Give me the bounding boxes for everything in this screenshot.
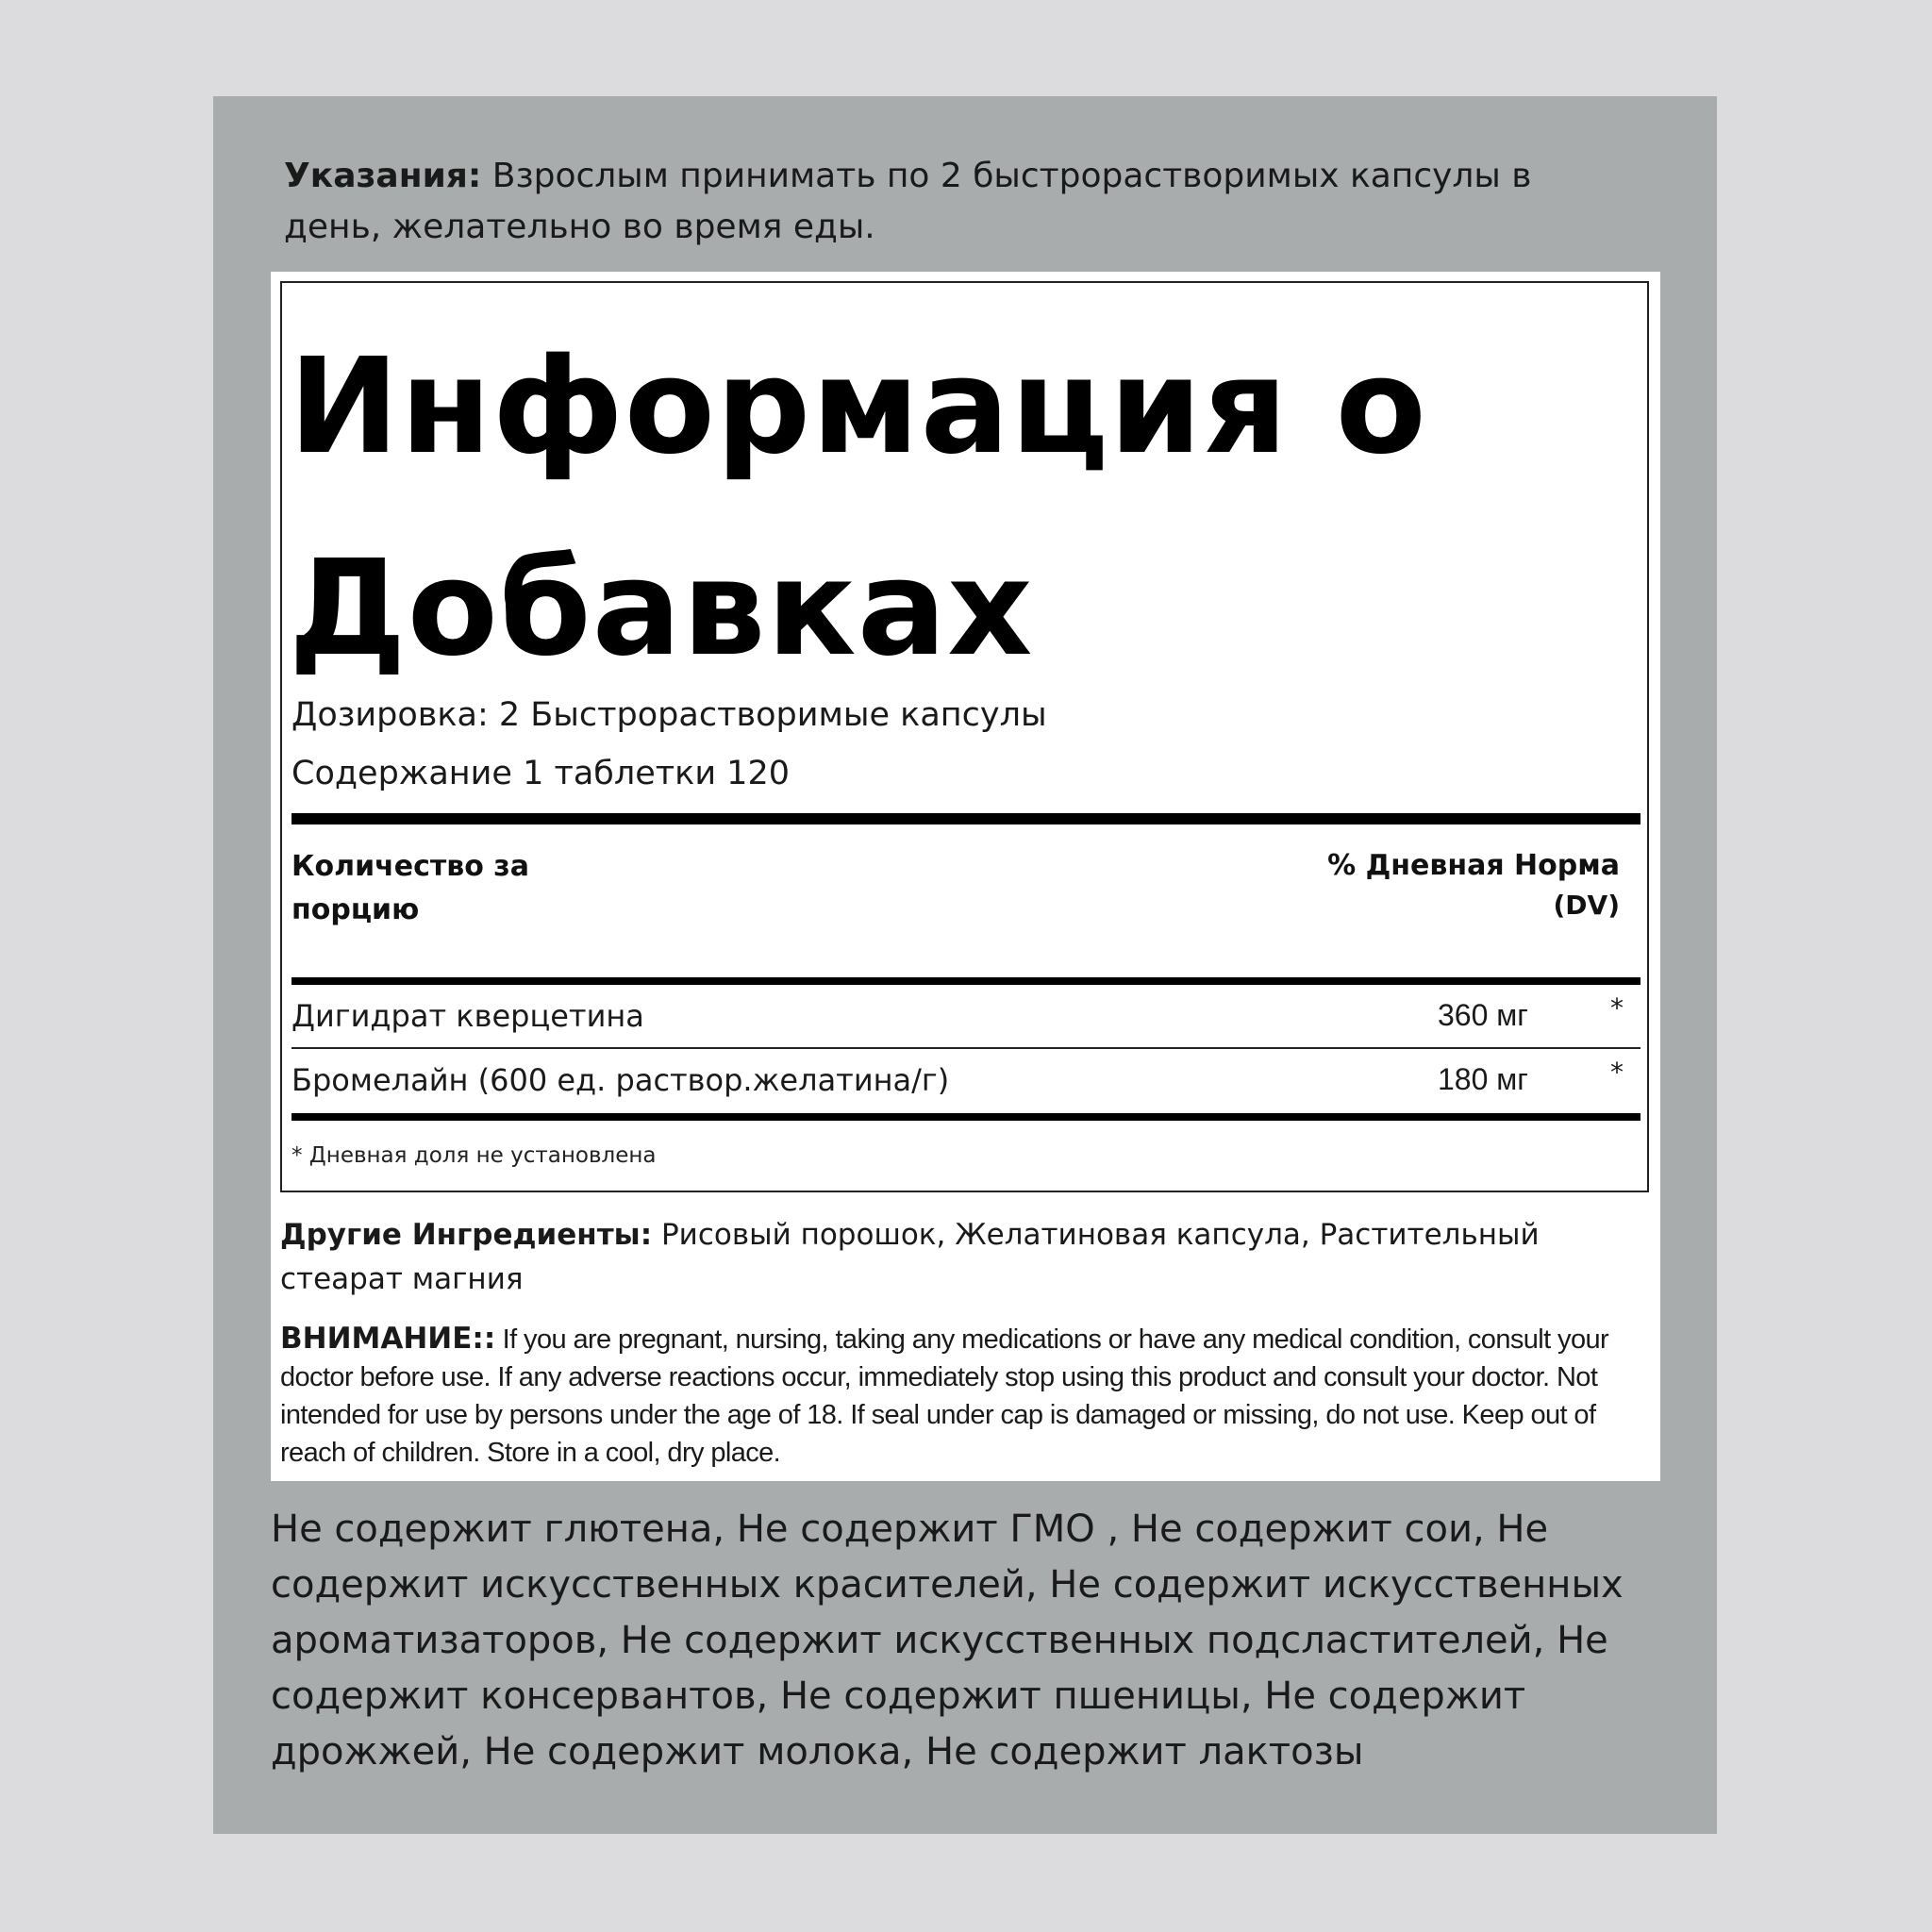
nutrient-name: Дигидрат кверцетина: [291, 998, 644, 1034]
nutrient-name: Бромелайн (600 ед. раствор.желатина/г): [291, 1062, 950, 1098]
nutrient-amount: 360 мг: [1438, 998, 1528, 1032]
other-ingredients-label: Другие Ингредиенты:: [280, 1218, 653, 1252]
divider-thick: [291, 1113, 1641, 1121]
daily-value-footnote: * Дневная доля не установлена: [291, 1143, 657, 1168]
nutrient-row: [291, 992, 1641, 1040]
facts-title: Информация о Добавках: [289, 330, 1427, 686]
daily-value-header: [1321, 845, 1620, 924]
directions: [284, 151, 1624, 253]
directions-text: Взрослым принимать по 2 быстрорастворимых капсулы в день, желательно во время еды.: [284, 157, 1532, 246]
serving-size: Дозировка: 2 Быстрорастворимые капсулы: [291, 696, 1047, 734]
nutrient-daily-value: *: [1610, 992, 1624, 1024]
other-ingredients: [280, 1213, 1629, 1302]
servings-per-container: Содержание 1 таблетки 120: [291, 755, 790, 792]
nutrient-amount: 180 мг: [1438, 1062, 1528, 1096]
warning-text: If you are pregnant, nursing, taking any medications or have any medical condition, consult your doctor before use. If any adverse reactions occur, immediately stop using this product and consult your doctor. Not intended for use by persons under the age of 18. If seal under cap is damaged or missing, do not use. Keep out of reach of children. Store in a cool, dry place.: [280, 1324, 1609, 1468]
divider-thick: [291, 977, 1641, 985]
nutrient-row: [291, 1057, 1641, 1104]
divider-thick: [291, 813, 1641, 824]
amount-per-serving-header: Количество за порцию: [291, 850, 529, 926]
directions-label: Указания:: [284, 157, 482, 195]
nutrient-daily-value: *: [1610, 1057, 1624, 1088]
other-ingredients-text: Рисовый порошок, Желатиновая капсула, Растительный стеарат магния: [280, 1218, 1540, 1296]
free-from-statement: Не содержит глютена, Не содержит ГМО , Не содержит сои, Не содержит искусственных красителей, Не содержит искусственных ароматизаторов, Не содержит искусственных подсластителей, Не содержит консервантов, Не содержит пшеницы, Не содержит дрожжей, Не содержит молока, Не содержит лактозы: [271, 1507, 1624, 1774]
divider-thin: [291, 1047, 1641, 1049]
warning-label: ВНИМАНИЕ::: [280, 1322, 496, 1356]
daily-value-header-text: % Дневная Норма: [1327, 849, 1620, 882]
daily-value-abbr: (DV): [1553, 890, 1620, 921]
warning: [280, 1321, 1648, 1472]
